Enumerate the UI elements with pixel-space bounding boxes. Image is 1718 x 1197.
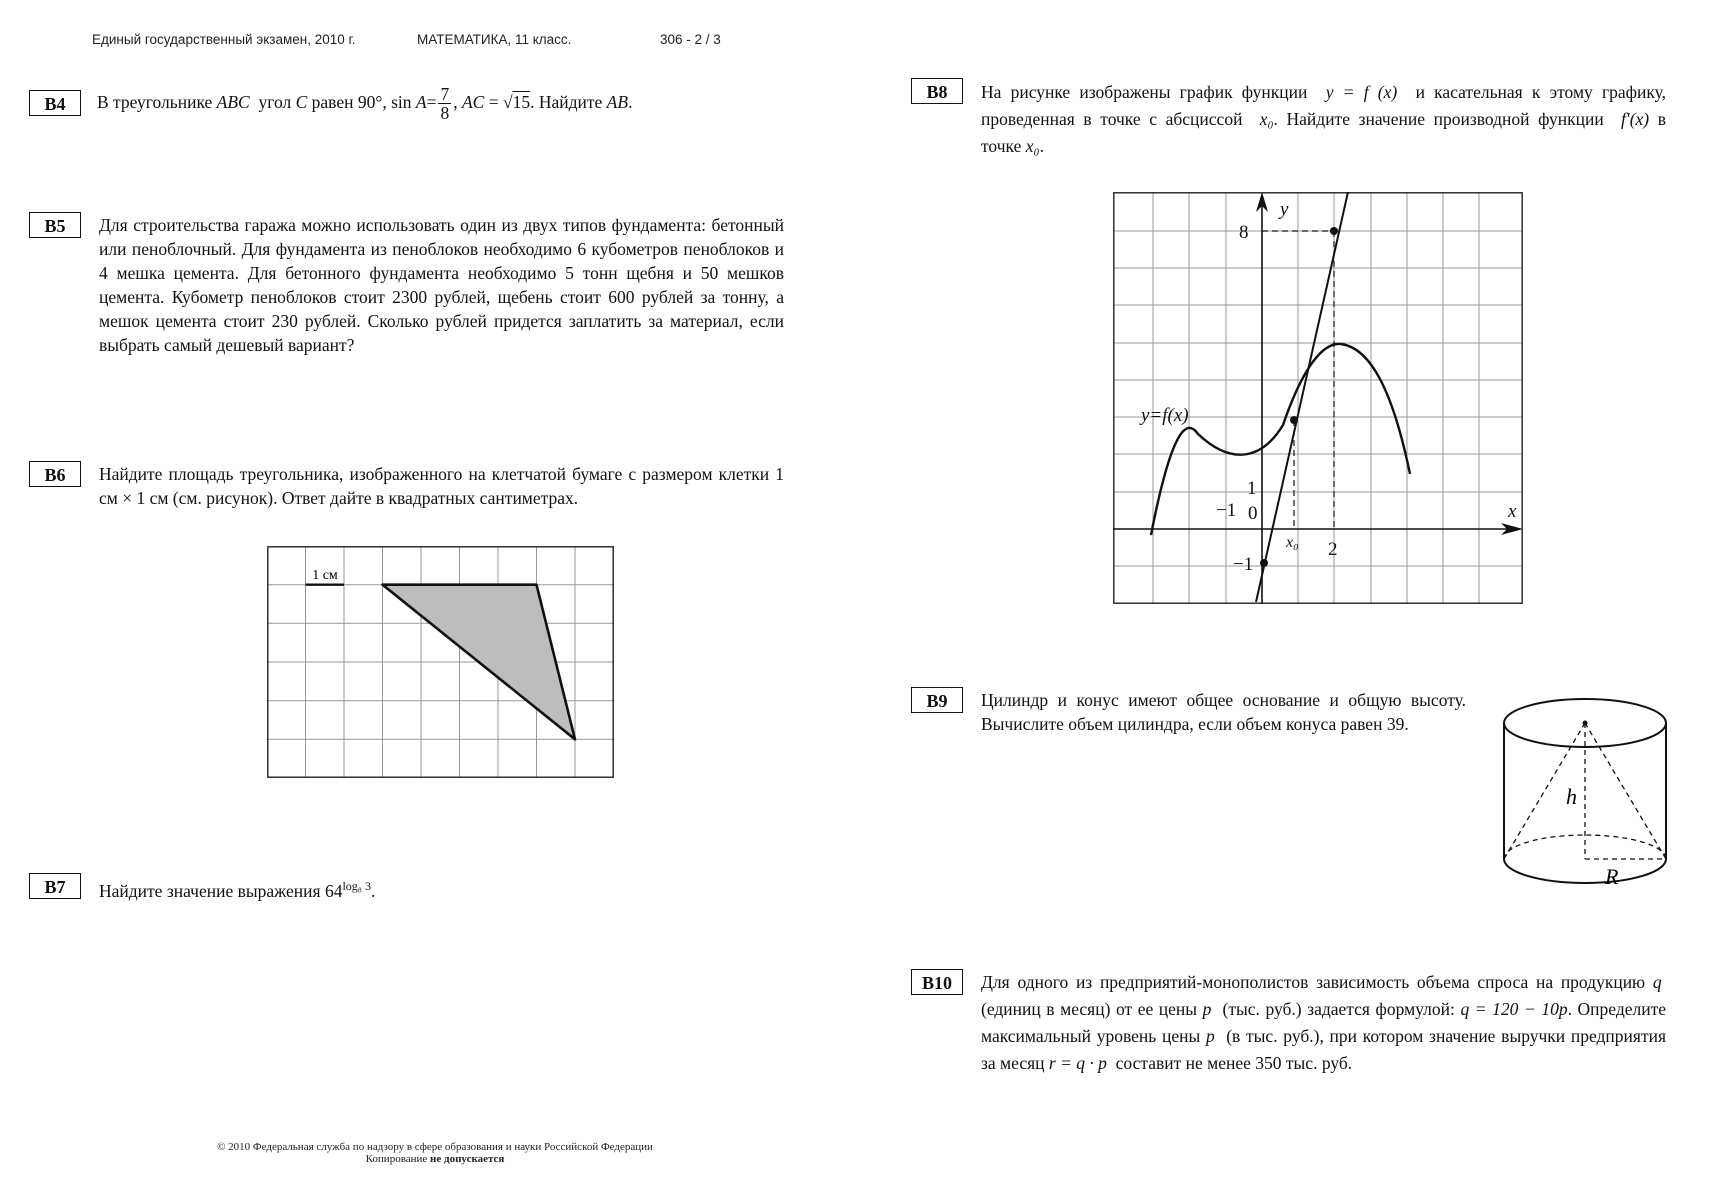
header-exam: Единый государственный экзамен, 2010 г.: [92, 32, 356, 47]
header-page: 306 - 2 / 3: [660, 32, 721, 47]
point-tangency: [1290, 416, 1298, 424]
footer-copyright: © 2010 Федеральная служба по надзору в сфере образования и науки Российской Федерации: [217, 1141, 653, 1153]
problem-b7-text: Найдите значение выражения $64^{log_8 3}$.: [99, 879, 376, 901]
function-graph-figure: [1113, 192, 1523, 604]
cylinder-cone-figure: [1500, 693, 1670, 893]
problem-b5-text: Для строительства гаража можно использовать один из двух типов фундамента: бетонный или пеноблочный. Для фундамента из пеноблоков необходимо 6 кубометров пеноблоков и 4 мешка цемента. Для бетонного фундамента необходимо 5 тонн щебня и 50 мешков цемента. Кубометр пеноблоков стоит 2300 рублей, щебень стоит 600 рублей за тонну, а мешок цемента стоит 230 рублей. Сколько рублей придется заплатить за материал, если выбрать самый дешевый вариант?: [99, 215, 784, 355]
tick-8: 8: [1239, 222, 1249, 243]
y-axis-label: y: [1280, 199, 1289, 220]
graph-border: [1114, 193, 1522, 603]
cylinder-bottom-front: [1504, 859, 1666, 883]
problem-b9-label: B9: [911, 687, 963, 713]
tick-x0: x₀: [1286, 534, 1299, 551]
function-label: y=f(x): [1141, 405, 1189, 426]
triangle-grid-figure: [267, 546, 614, 778]
footer: [160, 1141, 710, 1165]
footer-copying: Копирование не допускается: [365, 1153, 505, 1165]
fraction-7-8: $\frac{7}{8}$: [440, 84, 450, 124]
cone-apex: [1583, 721, 1588, 726]
problem-b10-label: B10: [911, 969, 963, 995]
tick-minus-1-y: −1: [1233, 554, 1254, 575]
problem-b8-text: На рисунке изображены график функции y = f (x) и касательная к этому графику, проведенная в точке с абсциссой x₀. Найдите значение производной функции f′(x) в точке x₀.: [981, 82, 1667, 156]
header-subject: МАТЕМАТИКА, 11 класс.: [417, 32, 572, 47]
radius-label: R: [1605, 864, 1619, 889]
sqrt-symbol: √: [502, 92, 513, 112]
problem-b10-text: Для одного из предприятий-монополистов зависимость объема спроса на продукцию q (единиц в месяц) от ее цены p (тыс. руб.) задается формулой: q = 120 − 10p. Определите максимальный уровень цены p (в тыс. руб.), при котором значение выручки предприятия за месяц r = q · p составит не менее 350 тыс. руб.: [981, 972, 1667, 1073]
point-8: [1330, 227, 1338, 235]
graph-grid: [1113, 192, 1523, 604]
tick-1: 1: [1247, 478, 1257, 499]
problem-b8-label: B8: [911, 78, 963, 104]
problem-b6-text: Найдите площадь треугольника, изображенного на клетчатой бумаге с размером клетки 1 см × 1 см (см. рисунок). Ответ дайте в квадратных сантиметрах.: [99, 464, 784, 508]
problem-b4-label: B4: [29, 90, 81, 116]
problem-b4-text: В треугольнике ABC угол C равен 90°, sin A= $\frac{7}{8}$ , AC = √15. Найдите AB.: [97, 84, 633, 124]
height-label: h: [1566, 784, 1577, 809]
cylinder-bottom-back: [1504, 835, 1666, 859]
problem-b7-label: B7: [29, 873, 81, 899]
x-axis-label: x: [1508, 501, 1517, 522]
tick-zero: 0: [1248, 503, 1258, 524]
tick-2: 2: [1328, 539, 1338, 560]
problem-b5-label: B5: [29, 212, 81, 238]
problem-b6-label: B6: [29, 461, 81, 487]
point-minus-1: [1260, 559, 1268, 567]
tick-minus-1-x: −1: [1216, 500, 1237, 521]
scale-label: 1 см: [312, 568, 338, 583]
problem-b9-text: Цилиндр и конус имеют общее основание и общую высоту. Вычислите объем цилиндра, если объем конуса равен 39.: [981, 690, 1466, 734]
